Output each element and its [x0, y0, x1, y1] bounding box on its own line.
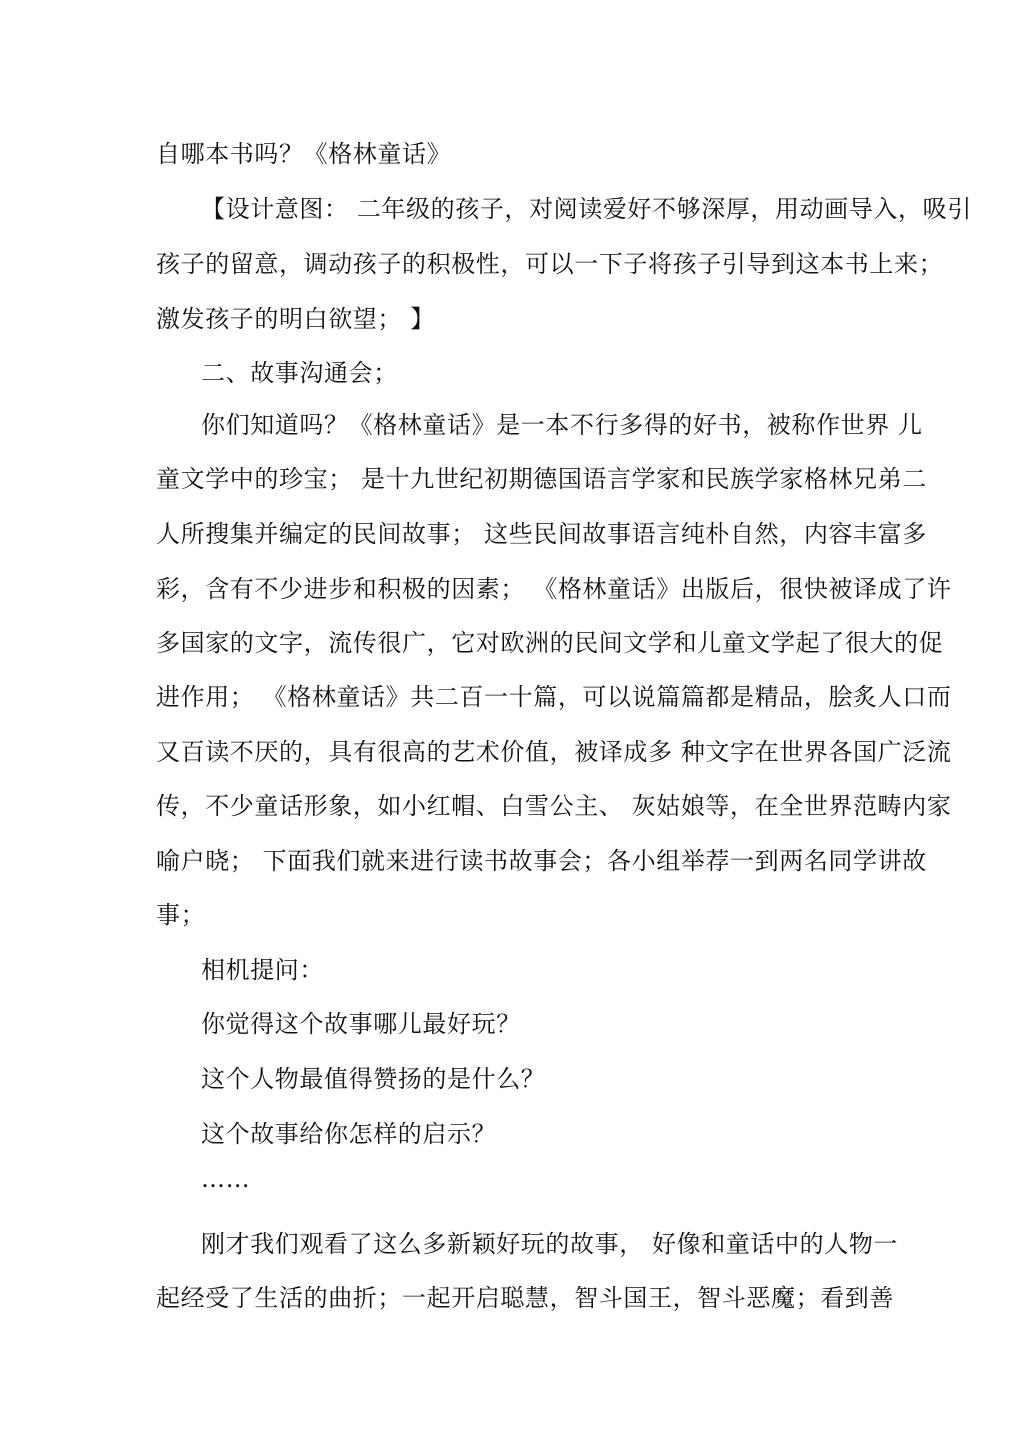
text-line: 又百读不厌的，具有很高的艺术价值，被译成多 种文字在世界各国广泛流 — [156, 738, 952, 766]
ellipsis: …… — [201, 1165, 251, 1193]
text-line: 人所搜集并编定的民间故事； 这些民间故事语言纯朴自然，内容丰富多 — [156, 520, 927, 548]
text-line: 童文学中的珍宝； 是十九世纪初期德国语言学家和民族学家格林兄弟二 — [156, 465, 927, 493]
section-heading: 二、故事沟通会； — [201, 359, 398, 387]
text-line: 孩子的留意，调动孩子的积极性，可以一下子将孩子引导到这本书上来； — [156, 250, 944, 278]
text-line: 【设计意图： 二年级的孩子，对阅读爱好不够深厚，用动画导入，吸引 — [201, 195, 972, 223]
question-item: 这个故事给你怎样的启示？ — [201, 1120, 497, 1148]
text-line: 喻户晓； 下面我们就来进行读书故事会；各小组举荐一到两名同学讲故 — [156, 847, 927, 875]
text-line: 自哪本书吗？《格林童话》 — [156, 140, 452, 168]
text-line: 进作用； 《格林童话》共二百一十篇，可以说篇篇都是精品，脍炙人口而 — [156, 683, 952, 711]
text-line: 你们知道吗？《格林童话》是一本不行多得的好书，被称作世界 儿 — [201, 411, 923, 439]
text-line: 事； — [156, 901, 206, 929]
text-line: 传，不少童话形象，如小红帽、白雪公主、 灰姑娘等，在全世界范畴内家 — [156, 792, 952, 820]
question-item: 这个人物最值得赞扬的是什么？ — [201, 1065, 546, 1093]
text-line: 彩，含有不少进步和积极的因素； 《格林童话》出版后，很快被译成了许 — [156, 575, 952, 603]
text-line: 刚才我们观看了这么多新颖好玩的故事， 好像和童话中的人物一 — [201, 1230, 899, 1258]
text-line: 起经受了生活的曲折；一起开启聪慧，智斗国王，智斗恶魔；看到善 — [156, 1284, 894, 1312]
text-line: 多国家的文字，流传很广，它对欧洲的民间文学和儿童文学起了很大的促 — [156, 629, 944, 657]
text-line: 激发孩子的明白欲望； 】 — [156, 305, 435, 333]
text-line: 相机提问： — [201, 956, 324, 984]
question-item: 你觉得这个故事哪儿最好玩？ — [201, 1010, 521, 1038]
